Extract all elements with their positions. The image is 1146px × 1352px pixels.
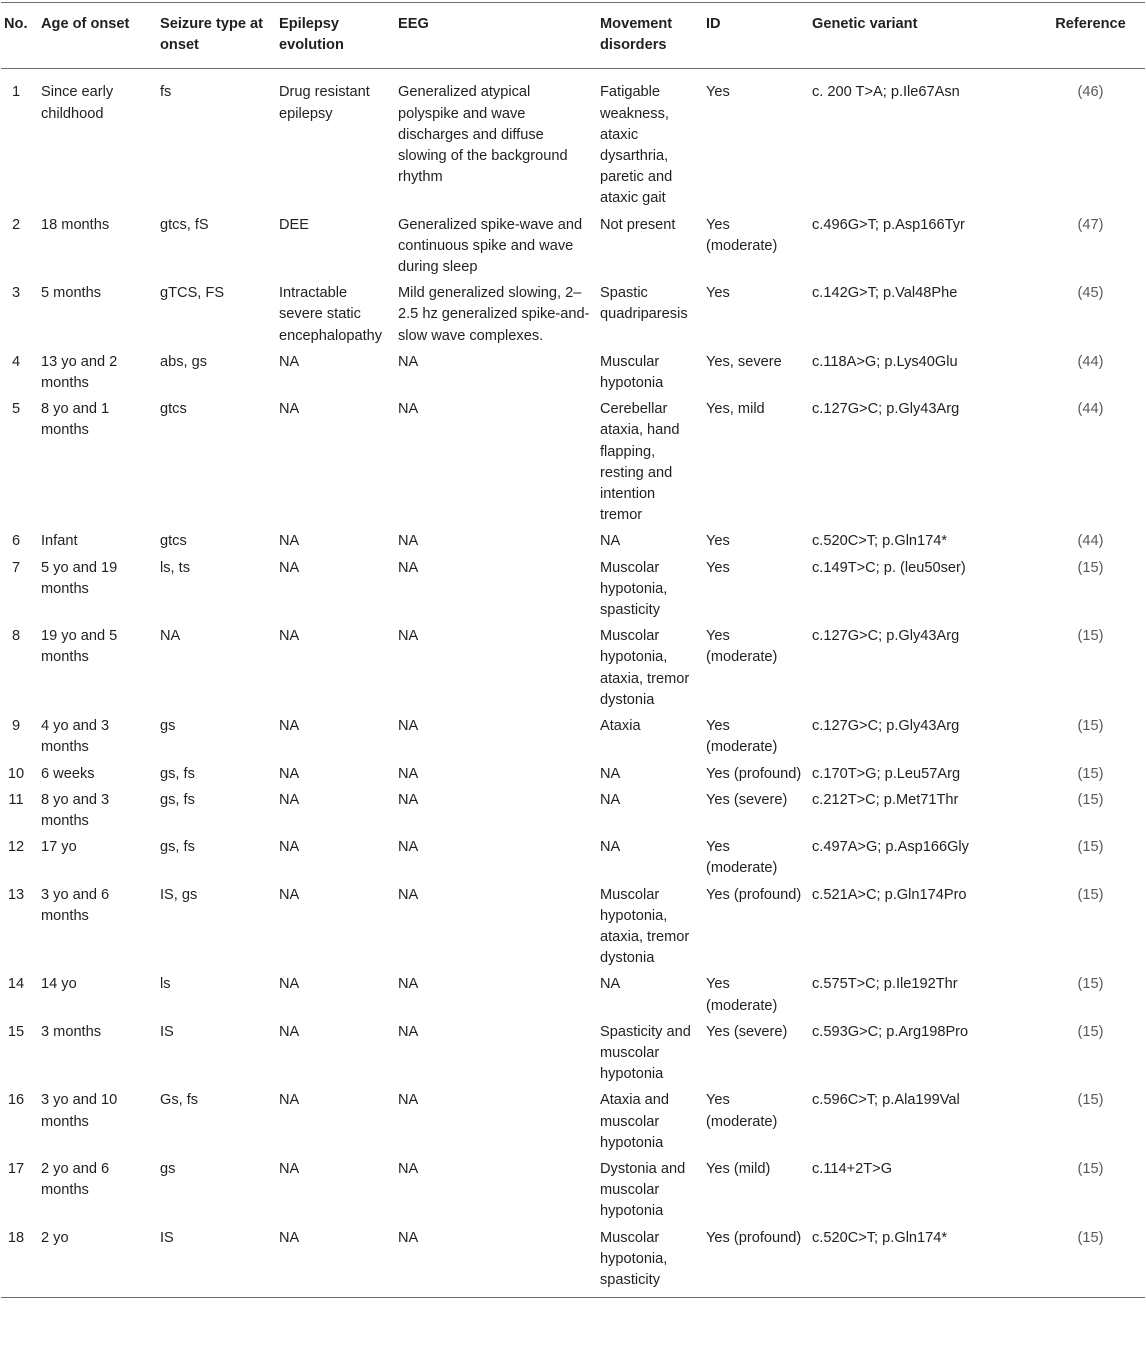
cell-id: Yes [706, 285, 730, 302]
cell-age-of-onset: 8 yo and 1 months [41, 401, 110, 439]
cell-id: Yes (profound) [706, 1229, 802, 1246]
cell-seizure-type: abs, gs [160, 353, 208, 370]
cell-id: Yes, severe [706, 353, 782, 370]
table-row [1, 1225, 1145, 1298]
header-seizure-type: Seizure type at onset [160, 16, 264, 54]
cell-movement-disorders: Ataxia and muscolar hypotonia [600, 1092, 669, 1151]
cell-epilepsy-evolution: NA [279, 1092, 300, 1109]
table-row [1, 971, 1145, 1018]
cell-id: Yes (moderate) [706, 1092, 778, 1130]
table-header [1, 3, 1145, 69]
table-row [1, 69, 1145, 212]
patient-table-container [1, 0, 1145, 1298]
cell-reference[interactable] [1036, 761, 1145, 787]
cell-seizure-type: gtcs [160, 401, 187, 418]
header-epilepsy-evolution: Epilepsy evolution [279, 16, 344, 54]
cell-movement-disorders: NA [600, 765, 621, 782]
cell-no: 9 [11, 718, 21, 735]
cell-id: Yes (severe) [706, 791, 788, 808]
table-row [1, 623, 1145, 713]
cell-age-of-onset: 13 yo and 2 months [41, 353, 118, 392]
reference-link[interactable]: (15) [1077, 791, 1104, 808]
table-row [1, 882, 1145, 972]
header-genetic-variant: Genetic variant [812, 16, 918, 32]
table-row [1, 280, 1145, 349]
reference-link[interactable]: (15) [1077, 628, 1104, 645]
cell-movement-disorders: Dystonia and muscolar hypotonia [600, 1160, 686, 1220]
cell-no: 18 [7, 1229, 25, 1246]
cell-age-of-onset: 3 yo and 10 months [41, 1092, 118, 1130]
cell-reference[interactable] [1036, 1156, 1145, 1225]
cell-movement-disorders: Fatigable weakness, ataxic dysarthria, paretic and ataxic gait [600, 84, 673, 207]
cell-eeg: NA [398, 718, 419, 735]
cell-eeg: NA [398, 401, 419, 418]
table-row [1, 834, 1145, 881]
cell-age-of-onset: 5 yo and 19 months [41, 559, 118, 597]
cell-reference[interactable] [1036, 971, 1145, 1018]
cell-reference[interactable] [1036, 623, 1145, 713]
table-row [1, 713, 1145, 760]
cell-eeg: NA [398, 886, 419, 903]
cell-eeg: Generalized spike-wave and continuous spike and wave during sleep [398, 216, 583, 276]
reference-link[interactable]: (47) [1077, 216, 1104, 233]
cell-reference[interactable] [1036, 1019, 1145, 1088]
header-no: No. [4, 16, 28, 32]
table-row [1, 1087, 1145, 1156]
reference-link[interactable]: (15) [1077, 718, 1104, 735]
cell-reference[interactable] [1036, 1225, 1145, 1298]
table-row [1, 1156, 1145, 1225]
cell-eeg: NA [398, 533, 419, 550]
cell-age-of-onset: 18 months [41, 216, 110, 233]
cell-genetic-variant: c.114+2T>G [812, 1160, 893, 1177]
cell-id: Yes (profound) [706, 765, 802, 782]
cell-age-of-onset: 6 weeks [41, 765, 95, 782]
cell-no: 5 [11, 401, 21, 418]
cell-eeg: NA [398, 765, 419, 782]
cell-epilepsy-evolution: NA [279, 718, 300, 735]
cell-seizure-type: gTCS, FS [160, 285, 225, 302]
cell-age-of-onset: 3 yo and 6 months [41, 886, 110, 924]
cell-no: 12 [7, 839, 25, 856]
cell-no: 11 [8, 791, 24, 808]
table-row [1, 396, 1145, 528]
reference-link[interactable]: (15) [1077, 559, 1104, 576]
table-body [1, 69, 1145, 1298]
cell-genetic-variant: c.497A>G; p.Asp166Gly [812, 839, 969, 856]
cell-seizure-type: gtcs, fS [160, 216, 209, 233]
header-id: ID [706, 16, 721, 32]
cell-no: 2 [11, 216, 21, 233]
cell-no: 3 [11, 285, 21, 302]
cell-genetic-variant: c.127G>C; p.Gly43Arg [812, 718, 960, 735]
cell-no: 15 [7, 1023, 25, 1040]
header-reference: Reference [1055, 16, 1126, 32]
reference-link[interactable]: (15) [1077, 765, 1104, 782]
cell-eeg: NA [398, 1160, 419, 1177]
cell-eeg: Mild generalized slowing, 2–2.5 hz generalized spike-and-slow wave complexes. [398, 285, 590, 344]
cell-age-of-onset: 17 yo [41, 839, 77, 856]
cell-seizure-type: gs, fs [160, 839, 195, 856]
cell-epilepsy-evolution: Drug resistant epilepsy [279, 84, 370, 122]
cell-no: 1 [11, 84, 21, 101]
cell-eeg: NA [398, 559, 419, 576]
cell-movement-disorders: Muscolar hypotonia, ataxia, tremor dystonia [600, 886, 690, 967]
cell-seizure-type: gtcs [160, 533, 187, 550]
reference-link[interactable]: (44) [1077, 353, 1104, 370]
cell-age-of-onset: 4 yo and 3 months [41, 718, 110, 756]
cell-movement-disorders: Muscolar hypotonia, spasticity [600, 1229, 668, 1288]
cell-id: Yes (moderate) [706, 976, 778, 1014]
cell-age-of-onset: Since early childhood [41, 84, 114, 122]
cell-eeg: NA [398, 839, 419, 856]
cell-seizure-type: gs [160, 718, 176, 735]
cell-id: Yes (moderate) [706, 718, 778, 756]
cell-genetic-variant: c.496G>T; p.Asp166Tyr [812, 216, 965, 233]
cell-age-of-onset: 8 yo and 3 months [41, 791, 110, 829]
cell-genetic-variant: c.142G>T; p.Val48Phe [812, 285, 958, 302]
cell-epilepsy-evolution: Intractable severe static encephalopathy [279, 285, 383, 344]
cell-epilepsy-evolution: DEE [279, 216, 310, 233]
cell-reference[interactable] [1036, 787, 1145, 834]
cell-eeg: NA [398, 628, 419, 645]
reference-link[interactable]: (15) [1077, 1023, 1104, 1040]
cell-id: Yes [706, 84, 730, 101]
cell-genetic-variant: c.575T>C; p.Ile192Thr [812, 976, 958, 993]
cell-reference[interactable] [1036, 212, 1145, 281]
cell-reference[interactable] [1036, 396, 1145, 528]
cell-epilepsy-evolution: NA [279, 1229, 300, 1246]
cell-movement-disorders: NA [600, 839, 621, 856]
header-row [1, 3, 1145, 69]
cell-age-of-onset: 5 months [41, 285, 102, 302]
cell-genetic-variant: c.212T>C; p.Met71Thr [812, 791, 959, 808]
cell-reference[interactable] [1036, 528, 1145, 554]
cell-reference[interactable] [1036, 834, 1145, 881]
cell-id: Yes (profound) [706, 886, 802, 903]
cell-epilepsy-evolution: NA [279, 976, 300, 993]
cell-seizure-type: fs [160, 84, 172, 101]
cell-no: 4 [11, 353, 21, 370]
cell-genetic-variant: c. 200 T>A; p.Ile67Asn [812, 84, 960, 101]
cell-movement-disorders: Spastic quadriparesis [600, 285, 688, 323]
reference-link[interactable]: (15) [1077, 976, 1104, 993]
table-row [1, 787, 1145, 834]
cell-eeg: NA [398, 353, 419, 370]
cell-seizure-type: gs, fs [160, 791, 195, 808]
cell-epilepsy-evolution: NA [279, 1160, 300, 1177]
cell-eeg: NA [398, 791, 419, 808]
cell-no: 16 [7, 1092, 25, 1109]
cell-age-of-onset: 2 yo [41, 1229, 69, 1246]
cell-eeg: NA [398, 976, 419, 993]
cell-seizure-type: IS [160, 1229, 174, 1246]
reference-link[interactable]: (45) [1077, 285, 1104, 302]
patient-variant-table [1, 2, 1145, 1298]
cell-epilepsy-evolution: NA [279, 886, 300, 903]
cell-seizure-type: ls [160, 976, 171, 993]
header-eeg: EEG [398, 16, 429, 32]
cell-seizure-type: IS [160, 1023, 174, 1040]
cell-age-of-onset: Infant [41, 533, 78, 550]
cell-id: Yes (moderate) [706, 628, 778, 666]
reference-link[interactable]: (15) [1077, 839, 1104, 856]
cell-movement-disorders: Spasticity and muscolar hypotonia [600, 1023, 691, 1083]
cell-reference[interactable] [1036, 349, 1145, 396]
cell-epilepsy-evolution: NA [279, 401, 300, 418]
cell-seizure-type: gs [160, 1160, 176, 1177]
cell-eeg: NA [398, 1229, 419, 1246]
cell-reference[interactable] [1036, 1087, 1145, 1156]
cell-genetic-variant: c.521A>C; p.Gln174Pro [812, 886, 967, 903]
cell-movement-disorders: Muscular hypotonia [600, 353, 664, 392]
cell-eeg: NA [398, 1023, 419, 1040]
table-row [1, 555, 1145, 624]
header-age-of-onset: Age of onset [41, 16, 130, 32]
cell-movement-disorders: Not present [600, 216, 676, 233]
table-row [1, 212, 1145, 281]
table-row [1, 761, 1145, 787]
cell-genetic-variant: c.127G>C; p.Gly43Arg [812, 628, 960, 645]
cell-id: Yes [706, 533, 730, 550]
cell-epilepsy-evolution: NA [279, 533, 300, 550]
cell-seizure-type: NA [160, 628, 181, 645]
reference-link[interactable]: (15) [1077, 1160, 1104, 1177]
cell-no: 8 [11, 628, 21, 645]
cell-epilepsy-evolution: NA [279, 353, 300, 370]
cell-movement-disorders: Muscolar hypotonia, ataxia, tremor dystonia [600, 628, 690, 708]
cell-reference[interactable] [1036, 69, 1145, 212]
cell-movement-disorders: NA [600, 976, 621, 993]
cell-movement-disorders: NA [600, 791, 621, 808]
cell-epilepsy-evolution: NA [279, 1023, 300, 1040]
cell-reference[interactable] [1036, 280, 1145, 349]
cell-age-of-onset: 14 yo [41, 976, 77, 993]
cell-age-of-onset: 3 months [41, 1023, 102, 1040]
cell-no: 17 [7, 1160, 25, 1177]
reference-link[interactable]: (15) [1077, 1092, 1104, 1109]
cell-eeg: Generalized atypical polyspike and wave discharges and diffuse slowing of the background rhythm [398, 84, 568, 186]
header-movement-disorders: Movement disorders [600, 16, 673, 54]
cell-id: Yes [706, 559, 730, 576]
cell-id: Yes, mild [706, 401, 765, 418]
cell-epilepsy-evolution: NA [279, 628, 300, 645]
cell-id: Yes (moderate) [706, 839, 778, 877]
cell-seizure-type: gs, fs [160, 765, 195, 782]
cell-movement-disorders: Ataxia [600, 718, 641, 735]
cell-seizure-type: Gs, fs [160, 1092, 199, 1109]
cell-genetic-variant: c.520C>T; p.Gln174* [812, 533, 948, 550]
cell-movement-disorders: Cerebellar ataxia, hand flapping, resting and intention tremor [600, 401, 680, 524]
cell-no: 13 [7, 886, 25, 903]
cell-reference[interactable] [1036, 555, 1145, 624]
cell-genetic-variant: c.170T>G; p.Leu57Arg [812, 765, 961, 782]
reference-link[interactable]: (15) [1077, 1229, 1104, 1246]
cell-genetic-variant: c.596C>T; p.Ala199Val [812, 1092, 960, 1109]
cell-eeg: NA [398, 1092, 419, 1109]
cell-no: 14 [7, 976, 25, 993]
cell-genetic-variant: c.149T>C; p. (leu50ser) [812, 559, 966, 576]
reference-link[interactable]: (44) [1077, 401, 1104, 418]
cell-reference[interactable] [1036, 882, 1145, 972]
cell-epilepsy-evolution: NA [279, 559, 300, 576]
cell-movement-disorders: NA [600, 533, 621, 550]
cell-epilepsy-evolution: NA [279, 839, 300, 856]
cell-seizure-type: ls, ts [160, 559, 190, 576]
cell-epilepsy-evolution: NA [279, 765, 300, 782]
cell-no: 10 [7, 765, 25, 782]
cell-age-of-onset: 19 yo and 5 months [41, 628, 118, 666]
cell-no: 7 [11, 559, 21, 576]
cell-epilepsy-evolution: NA [279, 791, 300, 808]
cell-genetic-variant: c.520C>T; p.Gln174* [812, 1229, 948, 1246]
cell-id: Yes (mild) [706, 1160, 771, 1177]
cell-movement-disorders: Muscolar hypotonia, spasticity [600, 559, 668, 619]
cell-genetic-variant: c.593G>C; p.Arg198Pro [812, 1023, 969, 1040]
reference-link[interactable]: (44) [1077, 533, 1104, 550]
cell-no: 6 [11, 533, 21, 550]
cell-genetic-variant: c.118A>G; p.Lys40Glu [812, 353, 958, 370]
cell-seizure-type: IS, gs [160, 886, 198, 903]
reference-link[interactable]: (15) [1077, 886, 1104, 903]
table-row [1, 349, 1145, 396]
reference-link[interactable]: (46) [1077, 84, 1104, 101]
cell-id: Yes (severe) [706, 1023, 788, 1040]
cell-reference[interactable] [1036, 713, 1145, 760]
cell-genetic-variant: c.127G>C; p.Gly43Arg [812, 401, 960, 418]
cell-id: Yes (moderate) [706, 216, 778, 254]
cell-age-of-onset: 2 yo and 6 months [41, 1160, 110, 1199]
table-row [1, 528, 1145, 554]
table-row [1, 1019, 1145, 1088]
